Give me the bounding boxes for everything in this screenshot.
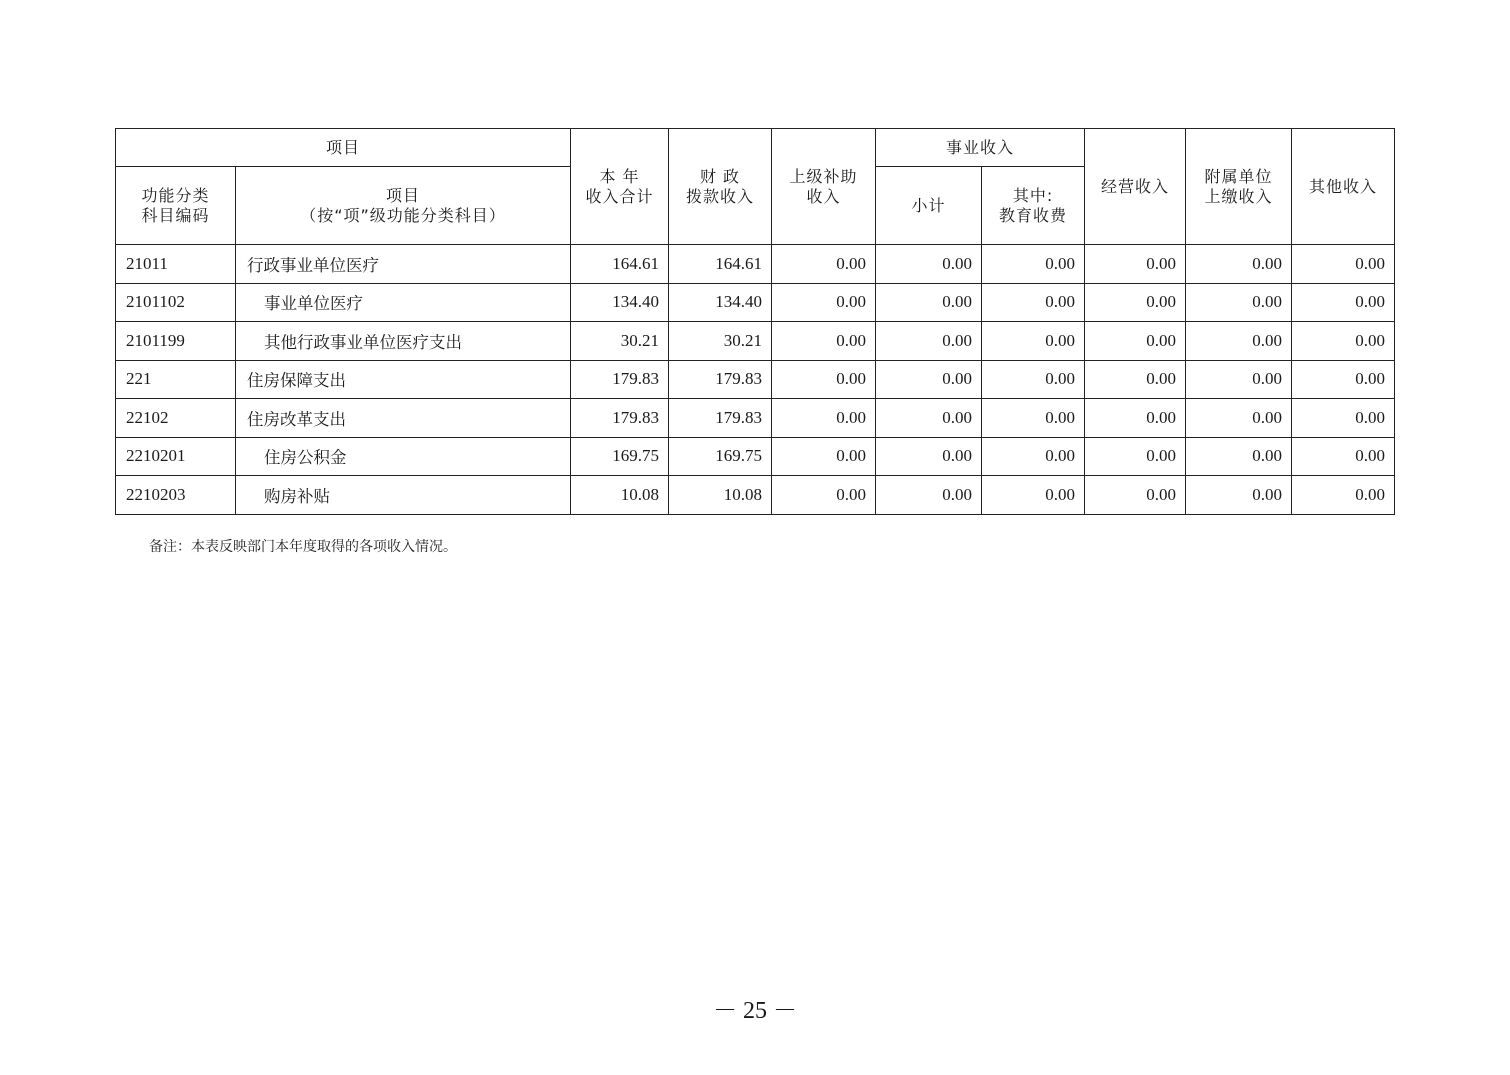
- header-affiliated-line1: 附属单位: [1204, 166, 1273, 186]
- table-row: [116, 322, 1395, 361]
- table-header: [116, 129, 1395, 245]
- cell-other: 0.00: [1292, 476, 1395, 515]
- header-subtotal: 小计: [876, 167, 982, 245]
- cell-code: 2210201: [116, 437, 236, 476]
- header-superior-line2: 收入: [806, 186, 841, 206]
- cell-code: 2101199: [116, 322, 236, 361]
- cell-operating: 0.00: [1085, 245, 1186, 284]
- cell-edu: 0.00: [982, 476, 1085, 515]
- cell-affiliated: 0.00: [1186, 322, 1292, 361]
- cell-name: 行政事业单位医疗: [236, 245, 571, 284]
- cell-subtotal: 0.00: [876, 283, 982, 322]
- cell-fiscal: 134.40: [669, 283, 772, 322]
- cell-code: 21011: [116, 245, 236, 284]
- header-project: 项目: [116, 129, 571, 167]
- cell-operating: 0.00: [1085, 360, 1186, 399]
- header-total-line2: 收入合计: [585, 186, 654, 206]
- cell-subtotal: 0.00: [876, 360, 982, 399]
- cell-fiscal: 179.83: [669, 360, 772, 399]
- cell-edu: 0.00: [982, 399, 1085, 438]
- cell-total: 179.83: [571, 399, 669, 438]
- header-affiliated: [1186, 129, 1292, 245]
- cell-subtotal: 0.00: [876, 245, 982, 284]
- cell-superior: 0.00: [772, 245, 876, 284]
- cell-total: 30.21: [571, 322, 669, 361]
- table-row: [116, 283, 1395, 322]
- cell-operating: 0.00: [1085, 437, 1186, 476]
- cell-name: 购房补贴: [236, 476, 571, 515]
- cell-superior: 0.00: [772, 360, 876, 399]
- header-other: 其他收入: [1292, 129, 1395, 245]
- cell-name: 住房保障支出: [236, 360, 571, 399]
- table-body: [116, 245, 1395, 515]
- table-row: [116, 476, 1395, 515]
- header-fiscal-line1: 财 政: [699, 166, 741, 186]
- income-table: [115, 128, 1395, 515]
- cell-superior: 0.00: [772, 399, 876, 438]
- cell-superior: 0.00: [772, 476, 876, 515]
- header-code: 功能分类 科目编码: [116, 167, 236, 245]
- cell-other: 0.00: [1292, 437, 1395, 476]
- cell-total: 169.75: [571, 437, 669, 476]
- header-name: [236, 167, 571, 245]
- header-career: 事业收入: [876, 129, 1085, 167]
- page-number: － 25 －: [713, 998, 797, 1024]
- cell-affiliated: 0.00: [1186, 360, 1292, 399]
- header-operating: 经营收入: [1085, 129, 1186, 245]
- cell-other: 0.00: [1292, 399, 1395, 438]
- cell-superior: 0.00: [772, 322, 876, 361]
- table-row: [116, 399, 1395, 438]
- cell-total: 164.61: [571, 245, 669, 284]
- cell-subtotal: 0.00: [876, 476, 982, 515]
- cell-code: 221: [116, 360, 236, 399]
- cell-edu: 0.00: [982, 360, 1085, 399]
- cell-fiscal: 179.83: [669, 399, 772, 438]
- table-row: [116, 437, 1395, 476]
- cell-superior: 0.00: [772, 437, 876, 476]
- cell-total: 179.83: [571, 360, 669, 399]
- cell-code: 2210203: [116, 476, 236, 515]
- cell-total: 134.40: [571, 283, 669, 322]
- cell-operating: 0.00: [1085, 399, 1186, 438]
- header-total: [571, 129, 669, 245]
- cell-superior: 0.00: [772, 283, 876, 322]
- cell-other: 0.00: [1292, 322, 1395, 361]
- cell-operating: 0.00: [1085, 283, 1186, 322]
- header-superior: [772, 129, 876, 245]
- cell-edu: 0.00: [982, 283, 1085, 322]
- cell-code: 2101102: [116, 283, 236, 322]
- cell-subtotal: 0.00: [876, 399, 982, 438]
- cell-edu: 0.00: [982, 322, 1085, 361]
- cell-name: 事业单位医疗: [236, 283, 571, 322]
- cell-subtotal: 0.00: [876, 322, 982, 361]
- cell-affiliated: 0.00: [1186, 245, 1292, 284]
- cell-name: 住房改革支出: [236, 399, 571, 438]
- header-edu-line1: 其中:: [1012, 185, 1054, 205]
- cell-total: 10.08: [571, 476, 669, 515]
- cell-subtotal: 0.00: [876, 437, 982, 476]
- table-row: [116, 360, 1395, 399]
- cell-name: 其他行政事业单位医疗支出: [236, 322, 571, 361]
- cell-edu: 0.00: [982, 245, 1085, 284]
- header-name-sub: （按“项”级功能分类科目）: [300, 205, 506, 225]
- cell-affiliated: 0.00: [1186, 437, 1292, 476]
- cell-operating: 0.00: [1085, 322, 1186, 361]
- cell-fiscal: 164.61: [669, 245, 772, 284]
- cell-affiliated: 0.00: [1186, 283, 1292, 322]
- cell-fiscal: 169.75: [669, 437, 772, 476]
- cell-fiscal: 10.08: [669, 476, 772, 515]
- table-row: [116, 245, 1395, 284]
- cell-fiscal: 30.21: [669, 322, 772, 361]
- cell-other: 0.00: [1292, 283, 1395, 322]
- cell-edu: 0.00: [982, 437, 1085, 476]
- cell-other: 0.00: [1292, 360, 1395, 399]
- cell-affiliated: 0.00: [1186, 476, 1292, 515]
- cell-name: 住房公积金: [236, 437, 571, 476]
- cell-operating: 0.00: [1085, 476, 1186, 515]
- header-total-line1: 本 年: [599, 166, 640, 186]
- cell-code: 22102: [116, 399, 236, 438]
- cell-affiliated: 0.00: [1186, 399, 1292, 438]
- header-name-main: 项目: [386, 185, 421, 205]
- table-note: 备注：本表反映部门本年度取得的各项收入情况。: [149, 539, 457, 555]
- header-fiscal: [669, 129, 772, 245]
- header-edu-line2: 教育收费: [999, 205, 1068, 225]
- cell-other: 0.00: [1292, 245, 1395, 284]
- header-fiscal-line2: 拨款收入: [686, 186, 755, 206]
- header-superior-line1: 上级补助: [789, 166, 858, 186]
- header-affiliated-line2: 上缴收入: [1204, 186, 1273, 206]
- header-edu: [982, 167, 1085, 245]
